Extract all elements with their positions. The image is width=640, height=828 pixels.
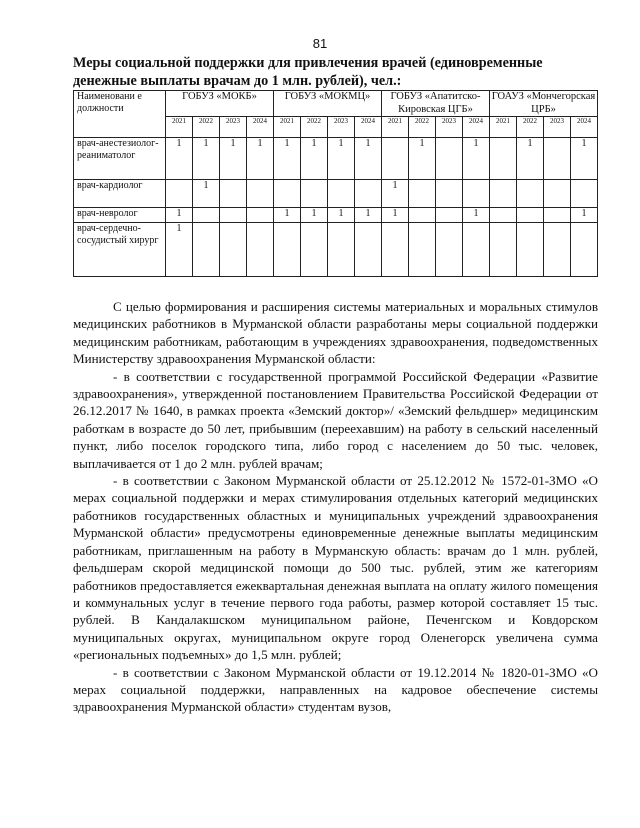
year-cell: 2024 (463, 117, 490, 138)
value-cell (463, 180, 490, 208)
value-cell (220, 223, 247, 277)
value-cell: 1 (274, 138, 301, 180)
value-cell (382, 138, 409, 180)
value-cell: 1 (301, 138, 328, 180)
value-cell (463, 223, 490, 277)
table-row (74, 180, 598, 208)
value-cell: 1 (274, 208, 301, 223)
paragraph: С целью формирования и расширения системы материальных и моральных стимулов медицинских работников в Мурманской области разработаны меры социальной поддержки медицинским работникам, работающим в учреждениях здравоохранения, подведомственных Министерству здравоохранения Мурманской области: (73, 299, 598, 367)
value-cell: 1 (463, 208, 490, 223)
value-cell (544, 180, 571, 208)
value-cell (193, 223, 220, 277)
value-cell (247, 208, 274, 223)
value-cell: 1 (355, 138, 382, 180)
value-cell: 1 (193, 138, 220, 180)
value-cell (490, 223, 517, 277)
value-cell: 1 (328, 138, 355, 180)
year-cell: 2021 (274, 117, 301, 138)
year-cell: 2024 (355, 117, 382, 138)
value-cell (409, 208, 436, 223)
page-number: 81 (312, 36, 328, 51)
value-cell (328, 223, 355, 277)
year-cell: 2023 (328, 117, 355, 138)
table-row (74, 223, 598, 277)
value-cell (571, 180, 598, 208)
value-cell (517, 223, 544, 277)
value-cell (355, 180, 382, 208)
value-cell: 1 (328, 208, 355, 223)
year-cell: 2022 (517, 117, 544, 138)
paragraph: - в соответствии с государственной программой Российской Федерации «Развитие здравоохранения», утвержденной постановлением Правительства Российской Федерации от 26.12.2017 № 1640, в рамках проекта «Земский доктор»/ «Земский фельдшер» медицинским работкам в возрасте до 50 лет, прибывшим (переехавшим) на работу в сельский населенный пункт, либо поселок городского типа, либо город с населением до 50 тыс. человек, выплачивается от 1 до 2 млн. рублей врачам; (73, 368, 598, 471)
section-title: Меры социальной поддержки для привлечения врачей (единовременные денежные выплаты врачам до 1 млн. рублей), чел.: (73, 55, 543, 89)
value-cell (382, 223, 409, 277)
row-position: врач-анестезиолог-реаниматолог (74, 138, 166, 180)
year-cell: 2022 (301, 117, 328, 138)
year-cell: 2021 (166, 117, 193, 138)
value-cell: 1 (220, 138, 247, 180)
year-cell: 2023 (220, 117, 247, 138)
value-cell (409, 223, 436, 277)
value-cell: 1 (382, 180, 409, 208)
value-cell: 1 (409, 138, 436, 180)
value-cell: 1 (571, 208, 598, 223)
value-cell: 1 (166, 138, 193, 180)
table-row (74, 208, 598, 223)
value-cell: 1 (571, 138, 598, 180)
org-header-1: ГОБУЗ «МОКМЦ» (274, 91, 382, 117)
value-cell: 1 (166, 208, 193, 223)
value-cell (274, 180, 301, 208)
value-cell (544, 138, 571, 180)
value-cell: 1 (166, 223, 193, 277)
value-cell (301, 180, 328, 208)
value-cell (301, 223, 328, 277)
value-cell (571, 223, 598, 277)
value-cell (220, 180, 247, 208)
row-position: врач-кардиолог (74, 180, 166, 208)
value-cell (517, 208, 544, 223)
support-table (73, 90, 598, 277)
value-cell (166, 180, 193, 208)
value-cell: 1 (355, 208, 382, 223)
value-cell (193, 208, 220, 223)
value-cell: 1 (382, 208, 409, 223)
org-header-2: ГОБУЗ «Апатитско-Кировская ЦГБ» (382, 91, 490, 117)
value-cell (544, 223, 571, 277)
year-cell: 2022 (409, 117, 436, 138)
table-header-row (74, 91, 598, 117)
row-position: врач-сердечно-сосудистый хирург (74, 223, 166, 277)
value-cell (490, 138, 517, 180)
value-cell (436, 138, 463, 180)
value-cell (274, 223, 301, 277)
table-row (74, 138, 598, 180)
value-cell (409, 180, 436, 208)
value-cell (490, 208, 517, 223)
org-header-3: ГОАУЗ «Мончегорская ЦРБ» (490, 91, 598, 117)
year-cell: 2024 (571, 117, 598, 138)
paragraph: - в соответствии с Законом Мурманской области от 25.12.2012 № 1572-01-ЗМО «О мерах социальной поддержки и мерах стимулирования отдельных категорий медицинских работников государственных областных и муниципальных учреждений здравоохранения Мурманской области» предусмотрены единовременные денежные выплаты медицинским работникам, приглашенным на работу в Мурманскую область: врачам до 1 млн. рублей, фельдшерам скорой медицинской помощи до 500 тыс. рублей, этим же категориям работников предоставляется ежеквартальная денежная выплата на оплату жилого помещения и коммунальных услуг в течение первого года работы, размер которой составляет 15 тыс. рублей. В Кандалакшском муниципальном районе, Печенгском и Ковдорском муниципальных округах, муниципальном округе город Оленегорск увеличена сумма «региональных подъемных» до 1,5 млн. рублей; (73, 473, 598, 663)
value-cell (517, 180, 544, 208)
value-cell (328, 180, 355, 208)
value-cell (355, 223, 382, 277)
paragraph: - в соответствии с Законом Мурманской области от 19.12.2014 № 1820-01-ЗМО «О мерах социальной поддержки, направленных на кадровое обеспечение системы здравоохранения Мурманской области» студентам вузов, (73, 664, 598, 715)
row-position: врач-невролог (74, 208, 166, 223)
value-cell: 1 (517, 138, 544, 180)
value-cell (436, 208, 463, 223)
position-header: Наименовани е должности (74, 91, 166, 138)
value-cell (436, 180, 463, 208)
value-cell (247, 180, 274, 208)
value-cell: 1 (463, 138, 490, 180)
year-cell: 2022 (193, 117, 220, 138)
year-cell: 2021 (382, 117, 409, 138)
value-cell (436, 223, 463, 277)
body-text (73, 298, 598, 716)
value-cell: 1 (193, 180, 220, 208)
year-cell: 2023 (544, 117, 571, 138)
value-cell (247, 223, 274, 277)
year-cell: 2024 (247, 117, 274, 138)
year-cell: 2023 (436, 117, 463, 138)
value-cell (220, 208, 247, 223)
value-cell (490, 180, 517, 208)
value-cell (544, 208, 571, 223)
year-cell: 2021 (490, 117, 517, 138)
value-cell: 1 (247, 138, 274, 180)
value-cell: 1 (301, 208, 328, 223)
org-header-0: ГОБУЗ «МОКБ» (166, 91, 274, 117)
